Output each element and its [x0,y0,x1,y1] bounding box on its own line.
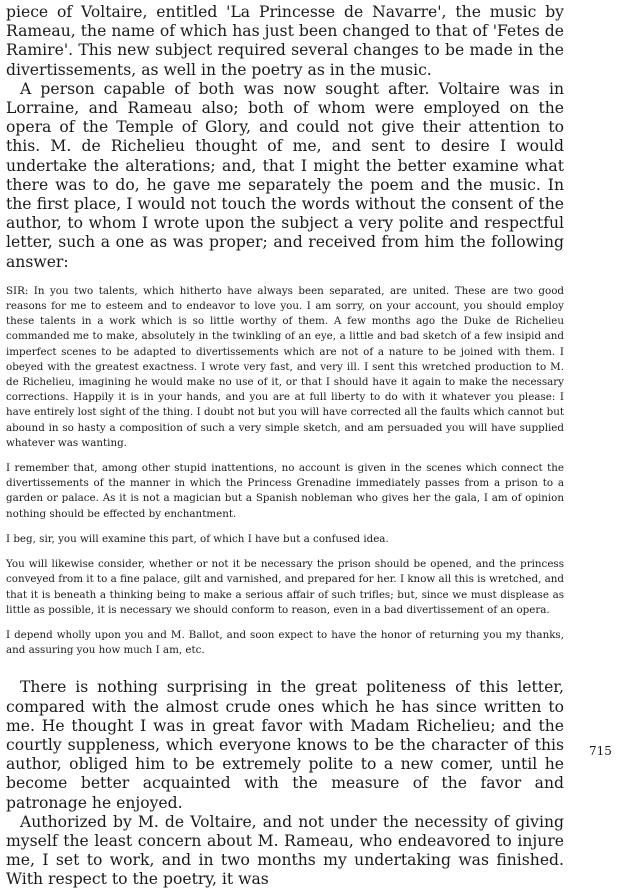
voltaire-letter [6,284,564,658]
paragraph-continued: piece of Voltaire, entitled 'La Princesse de Navarre', the music by Rameau, the name of which has just been changed to that of 'Fetes de Ramire'. This new subject required several changes to be made in the divertissements, as well in the poetry as in the music. [6,3,564,79]
letter-paragraph-1: SIR: In you two talents, which hitherto have always been separated, are united. These are two good reasons for me to esteem and to endeavor to love you. I am sorry, on your account, you should employ these talents in a work which is so little worthy of them. A few months ago the Duke de Richelieu commanded me to make, absolutely in the twinkling of an eye, a little and bad sketch of a few insipid and imperfect scenes to be adapted to divertissements which are not of a nature to be joined with them. I obeyed with the greatest exactness. I wrote very fast, and very ill. I sent this wretched production to M. de Richelieu, imagining he would make no use of it, or that I should have it again to make the necessary corrections. Happily it is in your hands, and you are at full liberty to do with it whatever you please: I have entirely lost sight of the thing. I doubt not but you will have corrected all the faults which cannot but abound in so hasty a composition of such a very simple sketch, and am persuaded you will have supplied whatever was wanting. [6,284,564,449]
letter-paragraph-5: I depend wholly upon you and M. Ballot, and soon expect to have the honor of returning you my thanks, and assuring you how much I am, etc. [6,628,564,657]
paragraph-authorized: Authorized by M. de Voltaire, and not under the necessity of giving myself the least concern about M. Rameau, who endeavored to injure me, I set to work, and in two months my undertaking was finished. With respect to the poetry, it was [6,812,564,889]
letter-paragraph-2: I remember that, among other stupid inattentions, no account is given in the scenes which connect the divertissements of the manner in which the Princess Grenadine immediately passes from a prison to a garden or palace. As it is not a magician but a Spanish nobleman who gives her the gala, I am of opinion nothing should be effected by enchantment. [6,462,564,520]
paragraph-voltaire-request: A person capable of both was now sought after. Voltaire was in Lorraine, and Rameau also; both of whom were employed on the opera of the Temple of Glory, and could not give their attention to this. M. de Richelieu thought of me, and sent to desire I would undertake the alterations; and, that I might the better examine what there was to do, he gave me separately the poem and the music. In the first place, I would not touch the words without the consent of the author, to whom I wrote upon the subject a very polite and respectful letter, such a one as was proper; and received from him the following answer: [6,79,564,271]
paragraph-politeness: There is nothing surprising in the great politeness of this letter, compared with the almost crude ones which he has since written to me. He thought I was in great favor with Madam Richelieu; and the courtly suppleness, which everyone knows to be the character of this author, obliged him to be extremely polite to a new comer, until he become better acquainted with the measure of the favor and patronage he enjoyed. [6,678,564,812]
page-number: 715 [589,744,612,758]
letter-paragraph-4: You will likewise consider, whether or not it be necessary the prison should be opened, and the princess conveyed from it to a fine palace, gilt and varnished, and prepared for her. I know all this is wretched, and that it is beneath a thinking being to make a serious affair of such trifles; but, since we must displease as little as possible, it is necessary we should conform to reason, even in a bad divertissement of an opera. [6,558,564,616]
letter-paragraph-3: I beg, sir, you will examine this part, of which I have but a confused idea. [6,532,389,545]
text-column [6,3,564,890]
